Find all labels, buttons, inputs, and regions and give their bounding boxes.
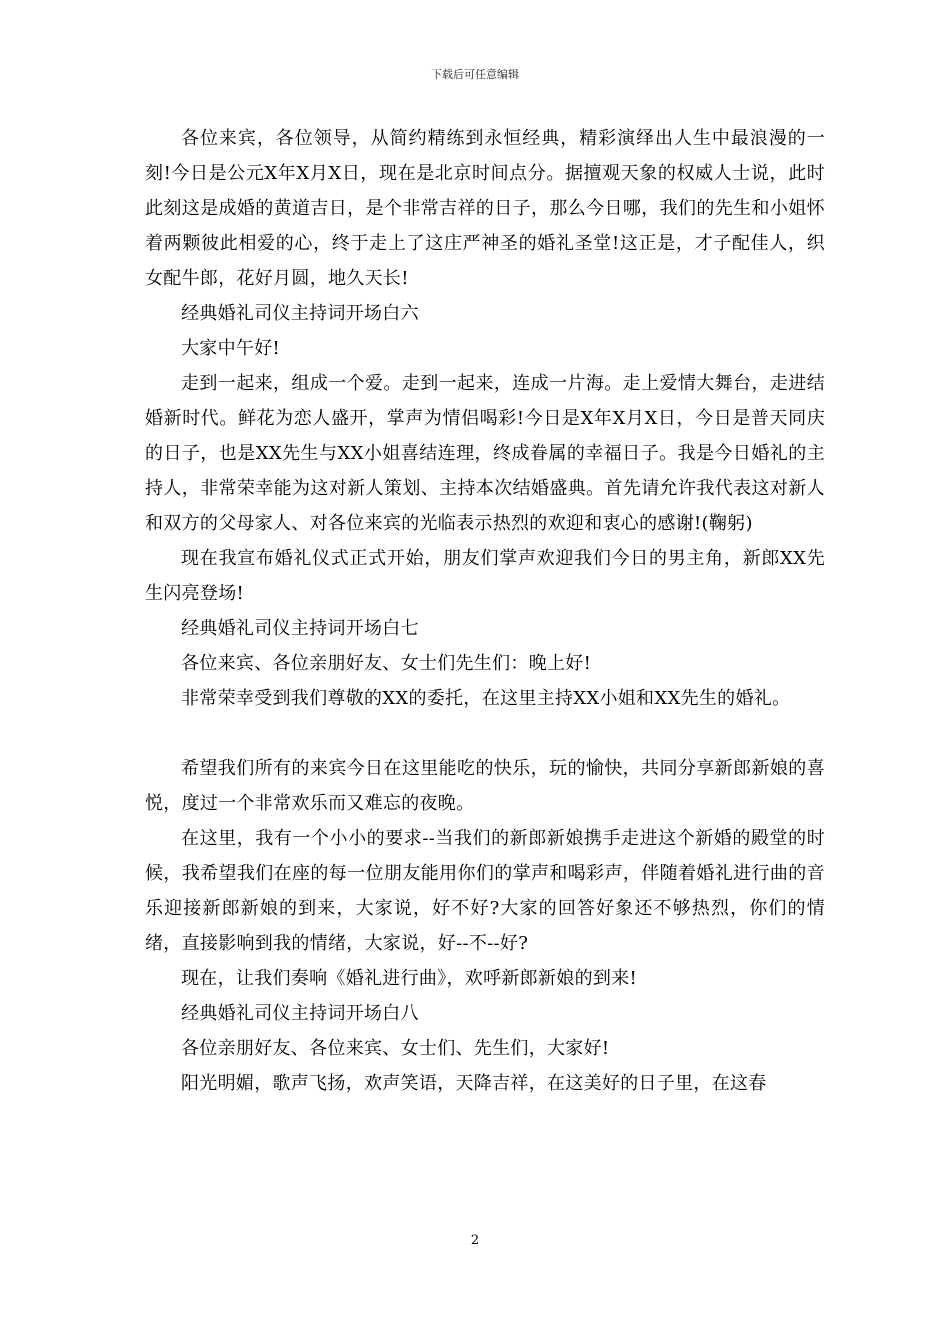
page-header: 下载后可任意编辑: [431, 68, 519, 81]
paragraph-wedding-march: 现在，让我们奏响《婚礼进行曲》，欢呼新郎新娘的到来!: [181, 968, 638, 989]
blank-line: [145, 716, 825, 751]
paragraph-host-intro: 走到一起来，组成一个爱。走到一起来，连成一片海。走上爱情大舞台，走进结婚新时代。鲜花为恋人盛开，掌声为情侣喝彩!今日是X年X月X日，今日是普天同庆的日子，也是XX先生与XX小姐喜结连理，终成眷属的幸福日子。我是今日婚礼的主持人，非常荣幸能为这对新人策划、主持本次结婚盛典。首先请允许我代表这对新人和双方的父母家人、对各位来宾的光临表示热烈的欢迎和衷心的感谢!(鞠躬): [145, 373, 825, 534]
greeting-noon: 大家中午好!: [181, 338, 281, 359]
page-number: 2: [470, 1233, 480, 1248]
section-heading-eight: 经典婚礼司仪主持词开场白八: [181, 1003, 419, 1024]
section-heading-six: 经典婚礼司仪主持词开场白六: [181, 303, 419, 324]
greeting-evening: 各位来宾、各位亲朋好友、女士们先生们：晚上好!: [181, 653, 592, 674]
paragraph-request: 在这里，我有一个小小的要求--当我们的新郎新娘携手走进这个新婚的殿堂的时候，我希望我们在座的每一位朋友能用你们的掌声和喝彩声，伴随着婚礼进行曲的音乐迎接新郎新娘的到来，大家说，好不好?大家的回答好象还不够热烈，你们的情绪，直接影响到我的情绪，大家说，好--不--好?: [145, 828, 825, 954]
paragraph-entrusted: 非常荣幸受到我们尊敬的XX的委托，在这里主持XX小姐和XX先生的婚礼。: [181, 688, 791, 709]
section-heading-seven: 经典婚礼司仪主持词开场白七: [181, 618, 419, 639]
paragraph-sunshine: 阳光明媚，歌声飞扬，欢声笑语，天降吉祥，在这美好的日子里，在这春: [181, 1073, 767, 1094]
document-body: [145, 121, 825, 1101]
greeting-everyone: 各位亲朋好友、各位来宾、女士们、先生们，大家好!: [181, 1038, 610, 1059]
paragraph-wishes: 希望我们所有的来宾今日在这里能吃的快乐，玩的愉快，共同分享新郎新娘的喜悦，度过一个非常欢乐而又难忘的夜晚。: [145, 758, 825, 814]
paragraph-opening-speech: 各位来宾，各位领导，从简约精练到永恒经典，精彩演绎出人生中最浪漫的一刻!今日是公元X年X月X日，现在是北京时间点分。据擅观天象的权威人士说，此时此刻这是成婚的黄道吉日，是个非常吉祥的日子，那么今日哪，我们的先生和小姐怀着两颗彼此相爱的心，终于走上了这庄严神圣的婚礼圣堂!这正是，才子配佳人，织女配牛郎，花好月圆，地久天长!: [145, 128, 825, 289]
paragraph-ceremony-start: 现在我宣布婚礼仪式正式开始，朋友们掌声欢迎我们今日的男主角，新郎XX先生闪亮登场!: [145, 548, 825, 604]
